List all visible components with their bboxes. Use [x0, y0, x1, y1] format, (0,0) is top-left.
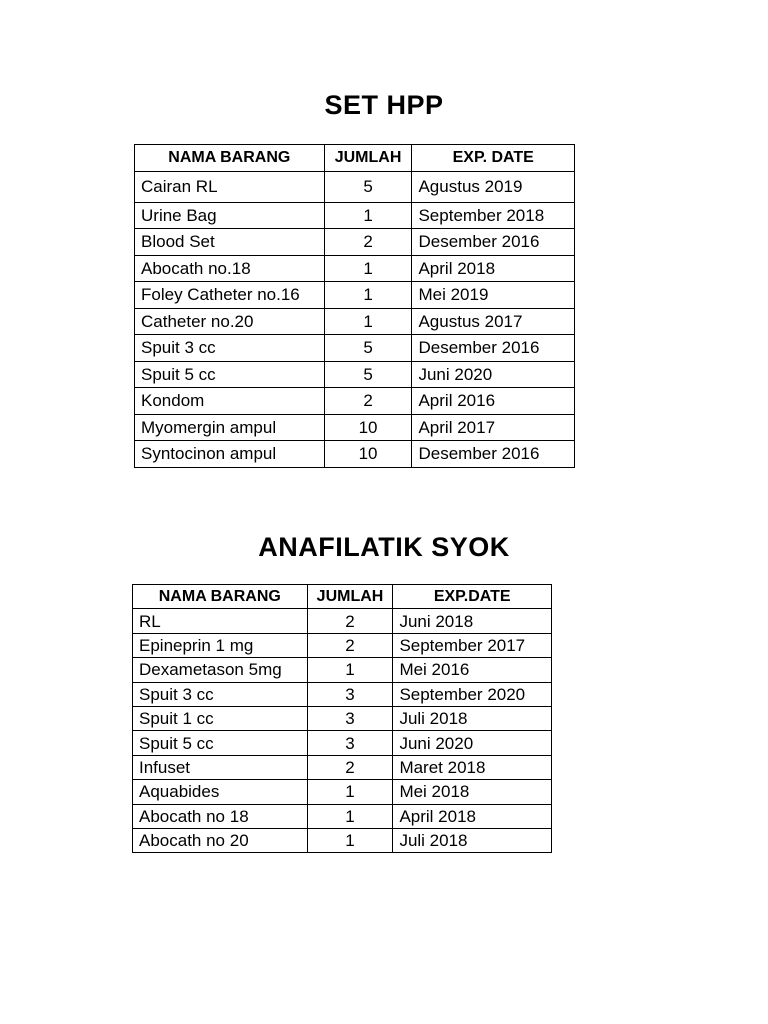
cell-nama-barang: Spuit 3 cc	[135, 335, 325, 362]
cell-nama-barang: Abocath no.18	[135, 255, 325, 282]
cell-nama-barang: Kondom	[135, 388, 325, 415]
table-row	[135, 335, 575, 362]
cell-jumlah: 1	[324, 202, 412, 229]
cell-exp-date: Juli 2018	[393, 706, 552, 730]
table-anafilatik-syok	[132, 584, 552, 853]
cell-jumlah: 2	[307, 633, 393, 657]
cell-nama-barang: RL	[133, 609, 308, 633]
cell-jumlah: 2	[307, 609, 393, 633]
cell-exp-date: Juni 2018	[393, 609, 552, 633]
cell-nama-barang: Abocath no 20	[133, 828, 308, 852]
table-set-hpp	[134, 144, 575, 468]
cell-jumlah: 1	[324, 255, 412, 282]
table-row	[135, 414, 575, 441]
cell-jumlah: 2	[324, 229, 412, 256]
header-jumlah: JUMLAH	[307, 585, 393, 609]
cell-exp-date: Juli 2018	[393, 828, 552, 852]
cell-nama-barang: Myomergin ampul	[135, 414, 325, 441]
cell-nama-barang: Spuit 3 cc	[133, 682, 308, 706]
cell-nama-barang: Epineprin 1 mg	[133, 633, 308, 657]
table-row	[133, 609, 552, 633]
cell-jumlah: 10	[324, 414, 412, 441]
cell-exp-date: September 2020	[393, 682, 552, 706]
cell-jumlah: 1	[307, 828, 393, 852]
cell-nama-barang: Aquabides	[133, 780, 308, 804]
table-row	[135, 308, 575, 335]
section-title-anafilatik-syok: ANAFILATIK SYOK	[258, 532, 510, 562]
cell-exp-date: Juni 2020	[393, 731, 552, 755]
cell-exp-date: September 2017	[393, 633, 552, 657]
cell-nama-barang: Cairan RL	[135, 171, 325, 202]
cell-exp-date: September 2018	[412, 202, 575, 229]
cell-jumlah: 3	[307, 682, 393, 706]
header-exp-date: EXP. DATE	[412, 145, 575, 172]
table-row	[135, 361, 575, 388]
cell-jumlah: 1	[324, 308, 412, 335]
table-row	[135, 388, 575, 415]
table-header-row	[133, 585, 552, 609]
header-exp-date: EXP.DATE	[393, 585, 552, 609]
cell-nama-barang: Blood Set	[135, 229, 325, 256]
section-title-set-hpp: SET HPP	[324, 90, 444, 120]
cell-nama-barang: Spuit 5 cc	[133, 731, 308, 755]
cell-jumlah: 2	[307, 755, 393, 779]
cell-exp-date: Mei 2016	[393, 658, 552, 682]
header-nama-barang: NAMA BARANG	[133, 585, 308, 609]
cell-jumlah: 1	[307, 804, 393, 828]
table-row	[135, 202, 575, 229]
header-jumlah: JUMLAH	[324, 145, 412, 172]
cell-exp-date: Desember 2016	[412, 335, 575, 362]
table-row	[135, 282, 575, 309]
cell-jumlah: 3	[307, 706, 393, 730]
table-row	[135, 255, 575, 282]
table-row	[133, 755, 552, 779]
header-nama-barang: NAMA BARANG	[135, 145, 325, 172]
table-row	[133, 682, 552, 706]
cell-exp-date: April 2016	[412, 388, 575, 415]
cell-nama-barang: Spuit 5 cc	[135, 361, 325, 388]
cell-exp-date: Agustus 2017	[412, 308, 575, 335]
cell-jumlah: 5	[324, 361, 412, 388]
cell-exp-date: Mei 2018	[393, 780, 552, 804]
cell-nama-barang: Spuit 1 cc	[133, 706, 308, 730]
cell-exp-date: Desember 2016	[412, 229, 575, 256]
cell-exp-date: Maret 2018	[393, 755, 552, 779]
cell-nama-barang: Syntocinon ampul	[135, 441, 325, 468]
cell-exp-date: Desember 2016	[412, 441, 575, 468]
table-row	[133, 731, 552, 755]
cell-nama-barang: Catheter no.20	[135, 308, 325, 335]
table-header-row	[135, 145, 575, 172]
cell-jumlah: 1	[307, 780, 393, 804]
cell-nama-barang: Dexametason 5mg	[133, 658, 308, 682]
table-row	[135, 171, 575, 202]
cell-exp-date: April 2017	[412, 414, 575, 441]
table-row	[135, 229, 575, 256]
cell-nama-barang: Foley Catheter no.16	[135, 282, 325, 309]
cell-jumlah: 5	[324, 171, 412, 202]
cell-jumlah: 2	[324, 388, 412, 415]
cell-exp-date: Agustus 2019	[412, 171, 575, 202]
cell-jumlah: 10	[324, 441, 412, 468]
cell-jumlah: 5	[324, 335, 412, 362]
cell-nama-barang: Infuset	[133, 755, 308, 779]
cell-exp-date: April 2018	[412, 255, 575, 282]
table-row	[133, 828, 552, 852]
cell-exp-date: Juni 2020	[412, 361, 575, 388]
table-row	[133, 804, 552, 828]
table-row	[135, 441, 575, 468]
table-row	[133, 706, 552, 730]
cell-nama-barang: Urine Bag	[135, 202, 325, 229]
table-row	[133, 780, 552, 804]
cell-jumlah: 3	[307, 731, 393, 755]
cell-jumlah: 1	[307, 658, 393, 682]
table-row	[133, 658, 552, 682]
cell-exp-date: Mei 2019	[412, 282, 575, 309]
table-row	[133, 633, 552, 657]
cell-exp-date: April 2018	[393, 804, 552, 828]
cell-jumlah: 1	[324, 282, 412, 309]
cell-nama-barang: Abocath no 18	[133, 804, 308, 828]
